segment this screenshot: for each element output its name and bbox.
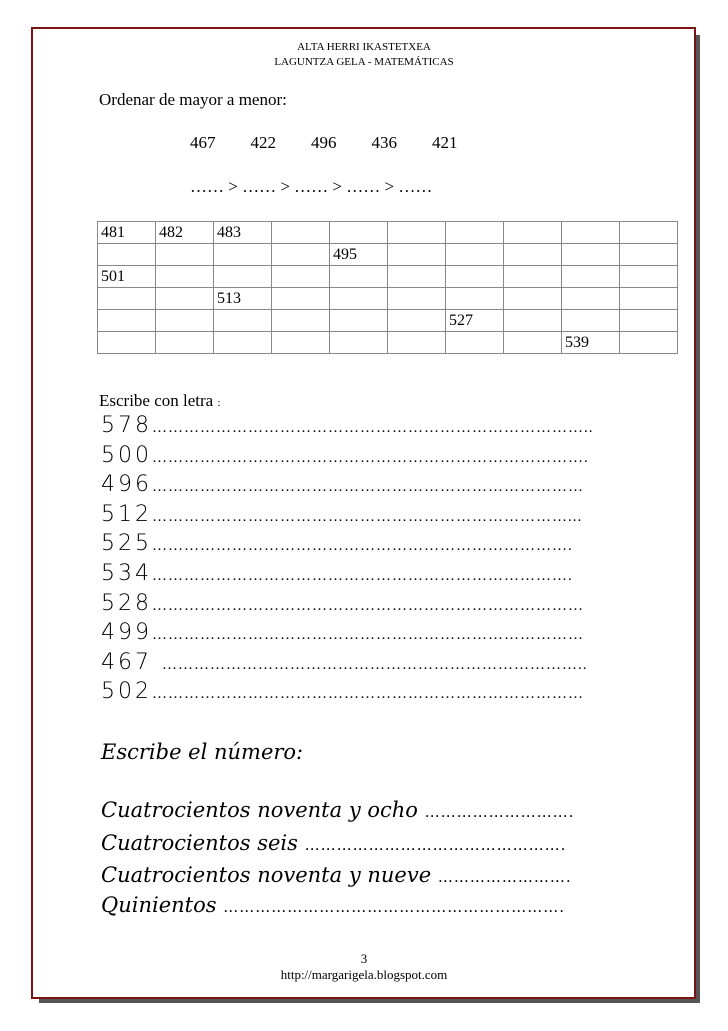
grid-cell xyxy=(388,266,446,288)
grid-cell xyxy=(272,266,330,288)
ordenar-number: 467 xyxy=(190,133,216,152)
number-word-text: Cuatrocientos noventa y ocho xyxy=(101,798,425,822)
number-word-line xyxy=(101,893,565,917)
ordenar-number: 436 xyxy=(371,133,397,152)
number-word-text: Quinientos xyxy=(101,893,224,917)
grid-cell xyxy=(156,332,214,354)
grid-cell xyxy=(214,310,272,332)
number-word-line xyxy=(101,863,572,887)
escribe-letra-label: Escribe con letra xyxy=(99,391,214,410)
write-line-dots: ……………………………………………………………………… xyxy=(152,686,584,703)
grid-cell xyxy=(388,222,446,244)
write-line xyxy=(101,413,631,438)
number-word-dots: …………………………………………. xyxy=(304,836,567,854)
number-word-text: Cuatrocientos noventa y nueve xyxy=(101,863,438,887)
subject-name: LAGUNTZA GELA - MATEMÁTICAS xyxy=(274,56,454,68)
grid-cell xyxy=(156,266,214,288)
page-number: 3 xyxy=(360,951,368,966)
grid-cell xyxy=(388,244,446,266)
write-line-number: 500 xyxy=(101,442,152,468)
grid-cell xyxy=(272,288,330,310)
number-word-line xyxy=(101,798,574,822)
grid-cell xyxy=(272,310,330,332)
grid-cell xyxy=(98,244,156,266)
ordenar-number: 496 xyxy=(311,133,337,152)
grid-cell: 481 xyxy=(98,222,156,244)
ordenar-title: Ordenar de mayor a menor: xyxy=(99,90,287,109)
grid-row xyxy=(98,288,678,310)
grid-row xyxy=(98,244,678,266)
grid-cell xyxy=(562,288,620,310)
grid-row xyxy=(98,266,678,288)
grid-cell xyxy=(446,332,504,354)
grid-cell xyxy=(156,244,214,266)
grid-cell xyxy=(330,266,388,288)
grid-cell xyxy=(504,266,562,288)
grid-cell: 527 xyxy=(446,310,504,332)
write-line-dots: ……………………………………………………………………… xyxy=(152,627,584,644)
write-line-number: 578 xyxy=(101,413,152,438)
footer-url: http://margarigela.blogspot.com xyxy=(280,967,448,982)
grid-cell: 495 xyxy=(330,244,388,266)
grid-cell xyxy=(620,244,678,266)
grid-cell xyxy=(562,222,620,244)
ordenar-number: 421 xyxy=(432,133,458,152)
grid-cell xyxy=(620,288,678,310)
grid-cell xyxy=(214,244,272,266)
ordenar-number: 422 xyxy=(250,133,276,152)
write-line-number: 525 xyxy=(101,531,152,557)
write-line xyxy=(101,502,631,527)
grid-cell: 501 xyxy=(98,266,156,288)
grid-cell xyxy=(446,266,504,288)
write-line xyxy=(101,561,631,586)
grid-cell xyxy=(330,332,388,354)
grid-cell xyxy=(156,310,214,332)
write-line-number: 534 xyxy=(101,561,152,586)
grid-cell xyxy=(620,222,678,244)
grid-cell xyxy=(562,266,620,288)
grid-cell xyxy=(562,244,620,266)
grid-cell xyxy=(562,310,620,332)
write-line xyxy=(101,472,631,497)
write-line xyxy=(101,620,631,645)
grid-cell xyxy=(156,288,214,310)
write-line xyxy=(101,591,631,616)
write-line-number: 502 xyxy=(101,679,152,705)
grid-cell xyxy=(504,244,562,266)
grid-cell xyxy=(446,288,504,310)
grid-cell xyxy=(388,332,446,354)
grid-cell xyxy=(272,244,330,266)
number-word-line xyxy=(101,831,566,855)
grid-cell xyxy=(504,310,562,332)
grid-cell xyxy=(272,332,330,354)
grid-cell xyxy=(98,288,156,310)
write-line-number: 499 xyxy=(101,620,152,646)
grid-cell xyxy=(504,332,562,354)
grid-cell xyxy=(98,310,156,332)
number-word-text: Cuatrocientos seis xyxy=(101,831,305,855)
number-grid xyxy=(97,221,678,354)
write-line-number: 496 xyxy=(101,472,152,498)
write-line-dots: …………………………………………………………………….. xyxy=(161,656,588,673)
grid-cell xyxy=(504,222,562,244)
number-word-dots: ……………………. xyxy=(437,868,572,886)
grid-cell: 483 xyxy=(214,222,272,244)
ordenar-numbers xyxy=(190,133,493,153)
grid-cell xyxy=(388,310,446,332)
write-line-dots: ……………………………………………………………………. xyxy=(152,538,573,555)
write-line-dots: ……………………………………………………………………… xyxy=(152,479,584,496)
grid-cell xyxy=(214,332,272,354)
grid-cell xyxy=(504,288,562,310)
write-line-number: 467 xyxy=(101,649,162,675)
grid-cell xyxy=(388,288,446,310)
grid-row xyxy=(98,332,678,354)
grid-cell: 539 xyxy=(562,332,620,354)
grid-cell xyxy=(272,222,330,244)
grid-row xyxy=(98,222,678,244)
grid-cell xyxy=(214,266,272,288)
number-word-dots: ………………………. xyxy=(424,803,575,821)
grid-cell xyxy=(330,310,388,332)
write-line-dots: ……………………………………………………………………... xyxy=(152,508,583,525)
grid-cell xyxy=(620,266,678,288)
number-word-dots: ………………………………………………………. xyxy=(223,898,565,916)
school-name: ALTA HERRI IKASTETXEA xyxy=(297,41,431,53)
write-line-dots: ……………………………………………………………………… xyxy=(152,597,584,614)
grid-cell xyxy=(620,332,678,354)
grid-row xyxy=(98,310,678,332)
grid-cell xyxy=(330,222,388,244)
write-line xyxy=(101,679,631,704)
grid-cell: 482 xyxy=(156,222,214,244)
write-line-dots: ……………………………………………………………………. xyxy=(152,568,573,584)
escribe-numero-title: Escribe el número: xyxy=(101,740,304,764)
grid-cell: 513 xyxy=(214,288,272,310)
grid-cell xyxy=(330,288,388,310)
write-line-number: 512 xyxy=(101,501,152,527)
grid-cell xyxy=(620,310,678,332)
write-line-number: 528 xyxy=(101,590,152,616)
write-line xyxy=(101,531,631,556)
write-line xyxy=(101,443,631,468)
write-line xyxy=(101,650,631,675)
write-line-dots: ………………………………………………………………………. xyxy=(152,449,589,466)
grid-cell xyxy=(446,222,504,244)
write-line-dots: ……………………………………………………………………….. xyxy=(152,420,594,436)
grid-cell xyxy=(98,332,156,354)
escribe-letra-colon: : xyxy=(217,397,221,409)
escribe-letra-title xyxy=(99,391,221,411)
ordenar-answer-pattern: …… > …… > …… > …… > …… xyxy=(190,177,433,196)
grid-cell xyxy=(446,244,504,266)
